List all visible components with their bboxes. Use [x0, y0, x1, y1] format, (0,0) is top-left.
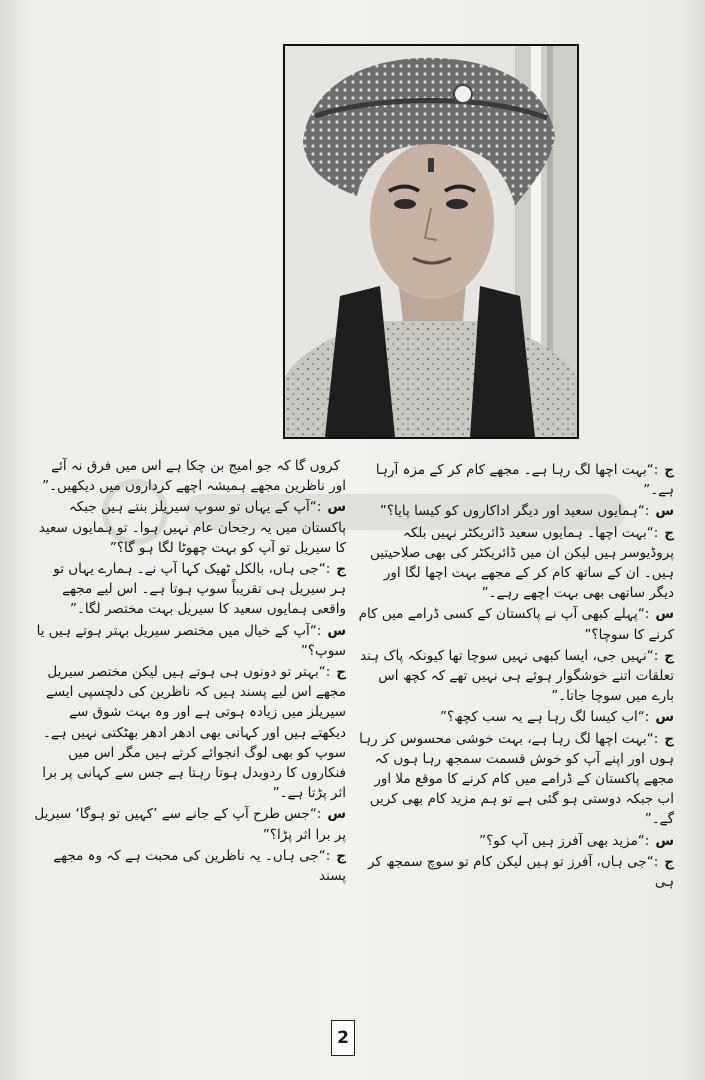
qa-entry: ج:“جی ہاں، بالکل ٹھیک کہا آپ نے۔ ہمارے یہاں تو ہر سیریل ہی تقریباً سوپ ہوتا ہے۔ اس لیے مجھے واقعی ہمایوں سعید کا سیریل بہت مختصر لگا۔” — [53, 561, 346, 618]
qa-entry: ج:“جی ہاں۔ یہ ناظرین کی محبت ہے کہ وہ مجھے پسند — [53, 847, 346, 885]
qa-entry: ج:“بہتر تو دونوں ہی ہوتے ہیں لیکن مختصر سیریل مجھے اس لیے پسند ہیں کہ ناظرین کی دلچسپی ایسے سیریلز میں زیادہ ہوتی ہے اور وہ بہت شوق سے دیکھتے ہیں اور کہانی بھی ادھر ادھر بھٹکتی نہیں ہے۔ سوپ کو بھی لوگ انجوائے کرتے ہیں مگر اس میں فنکاروں کا ردوبدل ہوتا رہتا ہے جس سے کہانی پر برا اثر پڑتا ہے۔” — [42, 664, 346, 802]
interview-column-left — [34, 456, 346, 887]
qa-entry: س:“آپ کے یہاں تو سوپ سیریلز بنتے ہیں جبکہ پاکستان میں یہ رجحان عام نہیں ہوا۔ تو ہمایوں سعید کا سیریل تو آپ کو بہت چھوٹا لگا ہو گا؟” — [38, 499, 346, 556]
portrait-photo — [283, 44, 579, 439]
qa-entry: س:“اب کیسا لگ رہا ہے یہ سب کچھ؟” — [440, 709, 674, 726]
qa-entry: کروں گا کہ جو امیج بن چکا ہے اس میں فرق نہ آئے اور ناظرین مجھے ہمیشہ اچھے کرداروں میں دیکھیں۔” — [42, 458, 346, 495]
qa-entry: ج:“نہیں جی، ایسا کبھی نہیں سوچا تھا کیونکہ پاک ہند تعلقات اتنے خوشگوار ہوئے ہی نہیں تھے کہ کچھ اس بارے میں سوچا جاتا۔” — [360, 647, 674, 705]
qa-entry: س:“جس طرح آپ کے جانے سے ’کہیں تو ہوگا‘ سیریل پر برا اثر پڑا؟” — [34, 806, 346, 843]
qa-entry: ج:“بہت اچھا۔ ہمایوں سعید ڈائریکٹر نہیں بلکہ پروڈیوسر ہیں لیکن ان میں ڈائریکٹر کی بھی صلاحیتیں ہیں۔ ان کے ساتھ کام کر کے مجھے بہت اچھا لگا اور دیگر ساتھی بھی بہت اچھے رہے۔” — [370, 524, 674, 602]
qa-entry: س:“مزید بھی آفرز ہیں آپ کو؟” — [479, 832, 674, 849]
qa-entry: ج:“بہت اچھا لگ رہا ہے۔ مجھے کام کر کے مزہ آرہا ہے۔” — [375, 462, 674, 499]
page-number: 2 — [331, 1020, 355, 1056]
qa-entry: ج:“بہت اچھا لگ رہا ہے، بہت خوشی محسوس کر رہا ہوں اور اپنے آپ کو خوش قسمت سمجھ رہا ہوں کہ مجھے پاکستان کے ڈرامے میں کام کرنے کا موقع ملا اور اب جبکہ دوستی ہو گئی ہے تو ہم مزید کام بھی کریں گے۔” — [359, 730, 674, 828]
portrait-illustration — [285, 46, 577, 437]
qa-entry: س:“آپ کے خیال میں مختصر سیریل بہتر ہوتے ہیں یا سوپ؟” — [36, 622, 346, 659]
qa-entry: س:“پہلے کبھی آپ نے پاکستان کے کسی ڈرامے میں کام کرنے کا سوچا؟” — [358, 606, 674, 643]
qa-entry: س:“ہمایوں سعید اور دیگر اداکاروں کو کیسا پایا؟” — [379, 503, 674, 520]
interview-column-right — [356, 460, 674, 893]
qa-entry: ج:“جی ہاں، آفرز تو ہیں لیکن کام تو سوچ سمجھ کر ہی — [367, 853, 674, 891]
